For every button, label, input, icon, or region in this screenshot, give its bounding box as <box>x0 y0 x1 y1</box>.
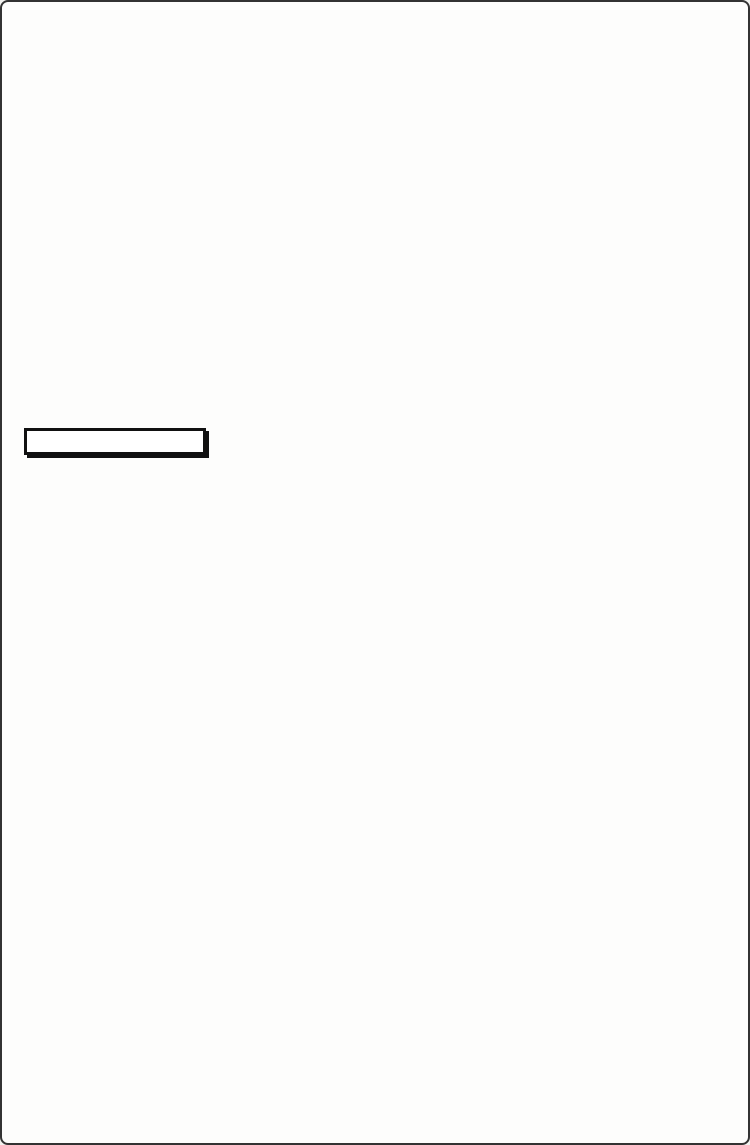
model-section-title-box <box>24 428 206 455</box>
model-code <box>2 460 750 486</box>
